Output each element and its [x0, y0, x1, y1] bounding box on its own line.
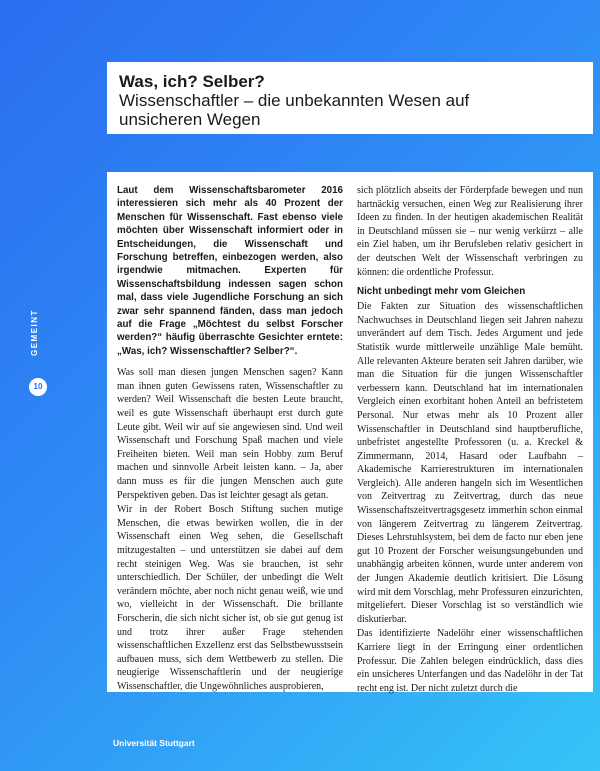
paragraph-1: Was soll man diesen jungen Menschen sagen? Kann man ihnen guten Gewissens raten, Wissenschaftler zu werden? Weil Wissenschaft die besten Leute braucht, weil es gute Wissenschaft überhaupt erst durch gute Leute gibt. Weil wir auf sie angewiesen sind. Und weil Wissenschaft und Forschung Spaß machen und viele Freiheiten bieten. Weil man sein Hobby zum Beruf machen und sinnvolle Arbeit leisten kann. – Ja, aber dann muss es für die jungen Menschen auch gute Perspektiven geben. Das ist leichter gesagt als getan.	[117, 367, 343, 501]
article-body	[107, 172, 593, 692]
footer-publisher: Universität Stuttgart	[113, 738, 195, 748]
paragraph-2: Wir in der Robert Bosch Stiftung suchen mutige Menschen, die etwas bewirken wollen, die in der Wissenschaft einen Weg sehen, die Gesellschaft mitzugestalten – und unterstützen sie dabei auf dem recht steinigen Weg. Was sie brauchen, ist sehr unterschiedlich. Der Schüler, der unbedingt die Welt verändern möchte, aber noch nicht genau weiß, wie und wo, vielleicht in der Wissenschaft. Die brillante Forscherin, die sich nicht sicher ist, ob sie gut genug ist und trotz ihrer außer Frage stehenden wissenschaftlichen Exzellenz erst das Selbstbewusstsein aufbauen muss, sich dem Wettbewerb zu stellen. Die neugierige Wissenschaftlerin und der neugierige Wissenschaftler, die Ungewöhnliches ausprobieren,	[117, 504, 343, 692]
paragraph-3: sich plötzlich abseits der Förderpfade bewegen und nun hartnäckig versuchen, einen Weg zur Realisierung ihrer Ideen zu finden. In der heutigen akademischen Realität in Deutschland müssen sie – nur wenig verkürzt – alle ein Ziel haben, um ihr Berufsleben relativ gesichert in der deutschen Welt der Wissenschaft verbringen zu können: die ordentliche Professur.	[357, 185, 583, 278]
column-right	[357, 184, 583, 694]
column-left	[117, 184, 343, 692]
article-subtitle-line-1: Wissenschaftler – die unbekannten Wesen auf	[119, 91, 470, 110]
subheading: Nicht unbedingt mehr vom Gleichen	[357, 286, 526, 298]
paragraph-5: Das identifizierte Nadelöhr einer wissenschaftlichen Karriere liegt in der Erringung einer ordentlichen Professur. Die Zahlen belegen eindrücklich, dass dies ein unsicheres Unterfangen und das Nadelöhr in der Tat recht eng ist. Der nicht zuletzt durch die	[357, 628, 583, 694]
article-title: Was, ich? Selber?	[119, 72, 265, 91]
page-number: 10	[29, 378, 47, 396]
section-label: GEMEINT	[30, 309, 39, 356]
paragraph-4: Die Fakten zur Situation des wissenschaftlichen Nachwuchses in Deutschland liegen seit Jahren nahezu unverändert auf dem Tisch. Jedes Argument und jede Statistik wurde mittlerweile unzählige Male bemüht. Alle relevanten Akteure beraten seit Jahren darüber, wie man die Situation für die jungen Wissenschaftler verbessern kann. Deutschland hat im internationalen Vergleich einen exorbitant hohen Anteil an befristetem Personal. Nur etwas mehr als 10 Prozent aller Wissenschaftler in Deutschland sind hauptberufliche, unbefristet angestellte Professoren (u. a. Kreckel & Zimmermann, 2014, Hasard oder Laufbahn – Akademische Karrierestrukturen im internationalen Vergleich). Alle anderen hangeln sich im Wesentlichen von Zeitvertrag zu Zeitvertrag, durch das neue Wissenschaftszeitvertragsgesetz immerhin schon einmal von längerem Zeitvertrag zu längerem Zeitvertrag. Dieses Lehrstuhlsystem, bei dem de facto nur eben jene gut 10 Prozent der Forscher weisungsungebunden und unabhängig arbeiten können, wurde unter anderem von der Jungen Akademie deutlich kritisiert. Die Lösung wird mit dem Vorschlag, mehr Professuren einzurichten, mitgeliefert. Dieser Vorschlag ist so verständlich wie diskutierbar.	[357, 301, 583, 625]
section-label-wrap	[30, 309, 40, 362]
title-box	[107, 62, 593, 134]
article-subtitle-line-2: unsicheren Wegen	[119, 110, 261, 129]
article-lead: Laut dem Wissenschaftsbarometer 2016 interessieren sich mehr als 40 Prozent der Menschen für Wissenschaft. Fast ebenso viele möchten über Wissenschaft informiert oder in Entscheidungen, die Wissenschaft und Forschung betreffen, einbezogen werden, also irgendwie mitmachen. Experten für Wissenschaftsbildung indessen sagen schon mal, dass viele Jugendliche Forschung an sich zwar sehr spannend fänden, dass man jedoch auf die Frage „Möchtest du selbst Forscher werden?“ häufig überraschte Gesichter erntete: „Was, ich? Wissenschaftler? Selber?“.	[117, 185, 343, 357]
